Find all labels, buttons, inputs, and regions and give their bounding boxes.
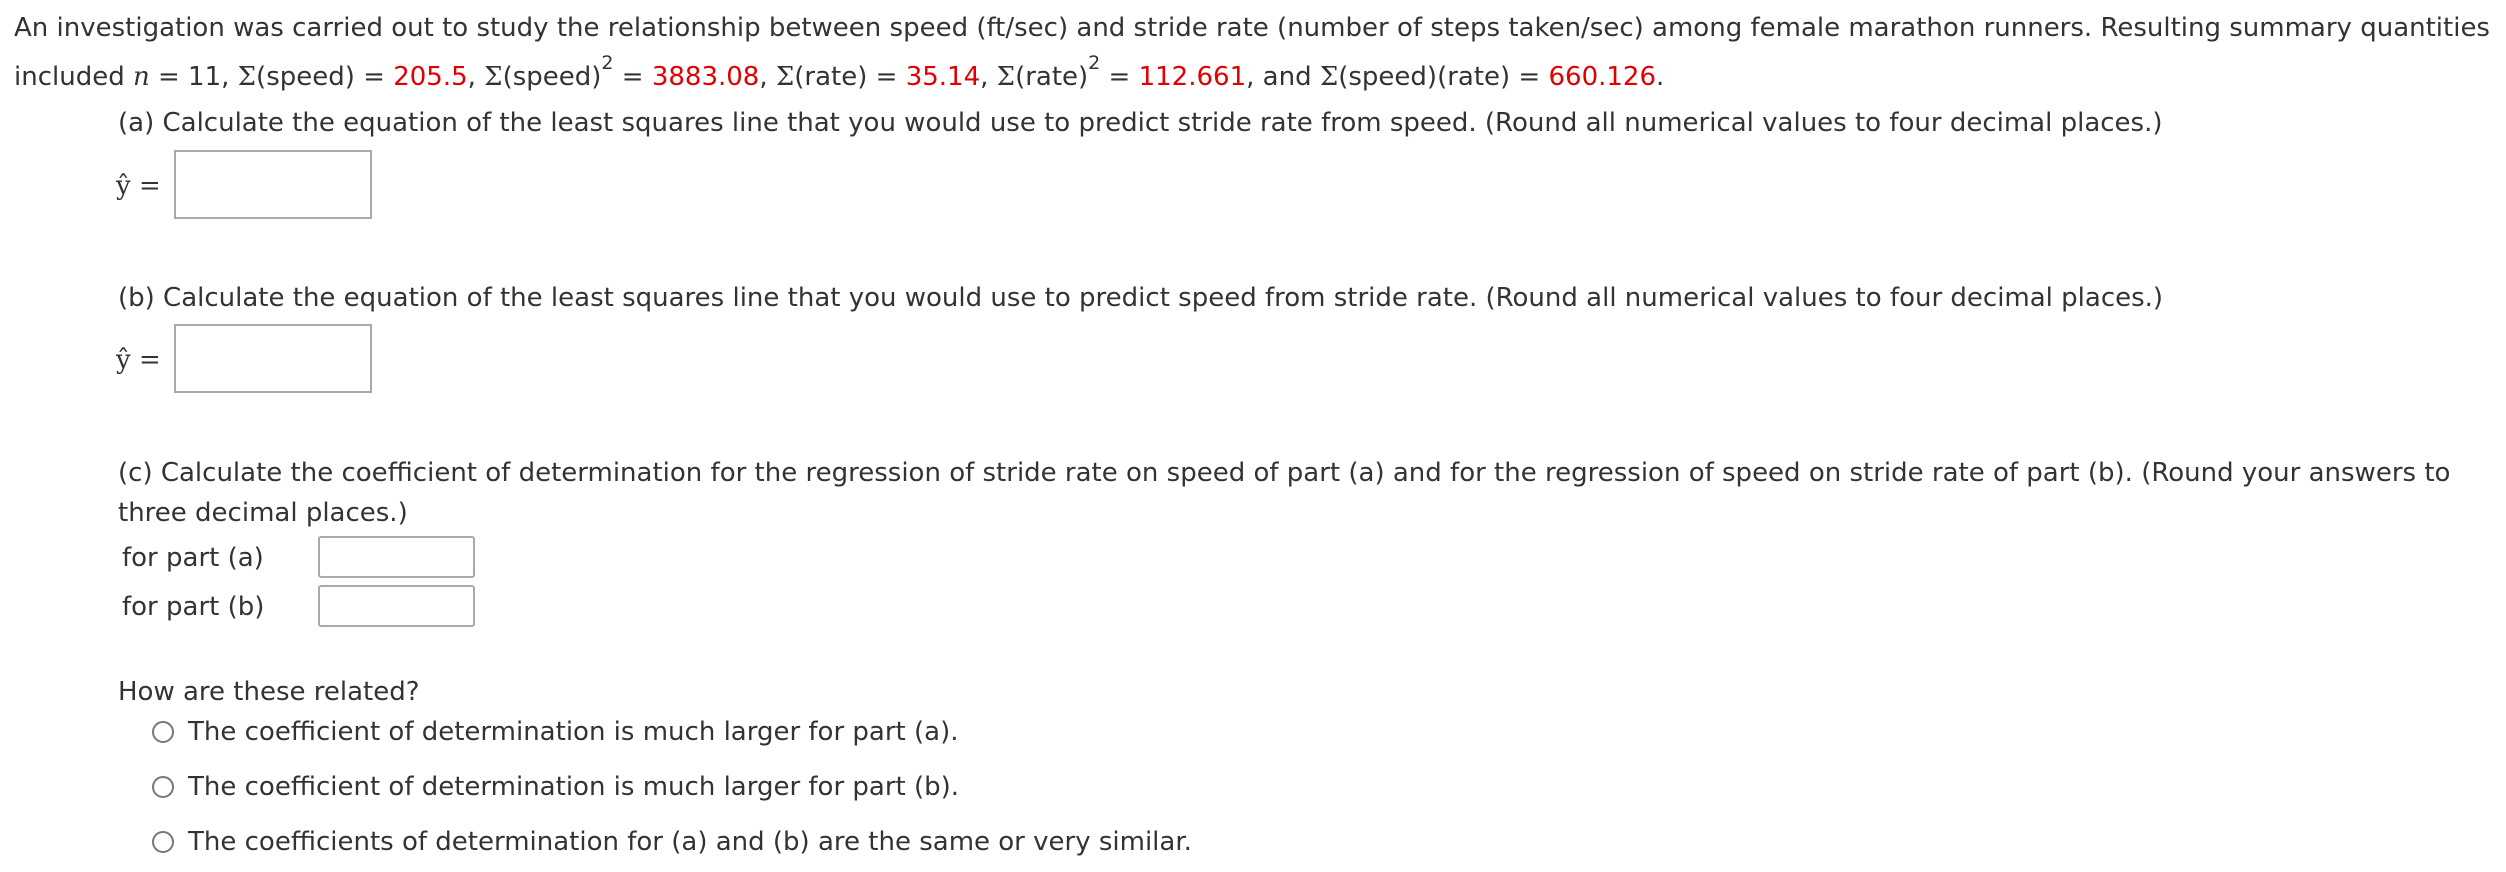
sum-rate-sq-label: (rate)	[1015, 62, 1089, 92]
sum-rate-value: 35.14	[905, 62, 981, 92]
sigma-symbol: Σ	[1319, 62, 1339, 92]
part-a-yhat-label: ŷ =	[116, 171, 161, 201]
part-c-question-line-2: three decimal places.)	[118, 498, 408, 528]
part-c-question-line-1: (c) Calculate the coefficient of determination for the regression of stride rate on speed of part (a) and for the regression of speed on stride rate of part (b). (Round your answers to	[118, 458, 2451, 488]
included-text: included	[14, 62, 133, 92]
part-c-label-a: for part (a)	[122, 543, 264, 573]
and-text: , and	[1246, 62, 1320, 92]
part-c-answer-b-input[interactable]	[318, 585, 475, 627]
sum-rate-sq-value: 112.661	[1138, 62, 1247, 92]
part-b-question: (b) Calculate the equation of the least squares line that you would use to predict speed from stride rate. (Round all numerical values to four decimal places.)	[118, 283, 2164, 313]
sum-speed-label: (speed) =	[256, 62, 394, 92]
radio-option-label: The coefficient of determination is much larger for part (b).	[188, 772, 960, 802]
part-b-answer-input[interactable]	[174, 324, 372, 393]
radio-button[interactable]	[152, 831, 174, 853]
radio-button[interactable]	[152, 776, 174, 798]
exponent: 2	[1088, 52, 1101, 74]
period: .	[1656, 62, 1665, 92]
exponent: 2	[601, 52, 614, 74]
sum-speedrate-label: (speed)(rate) =	[1338, 62, 1549, 92]
sigma-symbol: Σ	[237, 62, 257, 92]
relation-question: How are these related?	[118, 677, 420, 707]
sum-speed-sq-value: 3883.08	[651, 62, 760, 92]
radio-option-a[interactable]	[152, 712, 959, 752]
part-a-answer-input[interactable]	[174, 150, 372, 219]
part-c-label-b: for part (b)	[122, 592, 265, 622]
radio-option-b[interactable]	[152, 767, 959, 807]
sum-rate-label: (rate) =	[794, 62, 906, 92]
radio-button[interactable]	[152, 721, 174, 743]
separator: ,	[467, 62, 485, 92]
n-variable: n	[132, 62, 150, 92]
sigma-symbol: Σ	[484, 62, 503, 92]
separator: ,	[759, 62, 776, 92]
problem-statement	[14, 4, 2506, 102]
equals: =	[613, 62, 652, 92]
part-c-answer-a-input[interactable]	[318, 536, 475, 578]
sum-speed-sq-label: (speed)	[502, 62, 602, 92]
sum-speed-value: 205.5	[393, 62, 468, 92]
intro-line-2	[14, 53, 2506, 102]
n-value: = 11,	[149, 62, 238, 92]
intro-line-1: An investigation was carried out to study the relationship between speed (ft/sec) and stride rate (number of steps taken/sec) among female marathon runners. Resulting summary quantities	[14, 13, 2490, 43]
radio-option-label: The coefficients of determination for (a) and (b) are the same or very similar.	[188, 827, 1192, 857]
sigma-symbol: Σ	[775, 62, 795, 92]
radio-option-similar[interactable]	[152, 822, 1192, 862]
part-a-question: (a) Calculate the equation of the least squares line that you would use to predict stride rate from speed. (Round all numerical values to four decimal places.)	[118, 108, 2163, 138]
equals: =	[1100, 62, 1139, 92]
sum-speedrate-value: 660.126	[1548, 62, 1657, 92]
sigma-symbol: Σ	[996, 62, 1016, 92]
radio-option-label: The coefficient of determination is much larger for part (a).	[188, 717, 959, 747]
part-b-yhat-label: ŷ =	[116, 345, 161, 375]
separator: ,	[980, 62, 997, 92]
